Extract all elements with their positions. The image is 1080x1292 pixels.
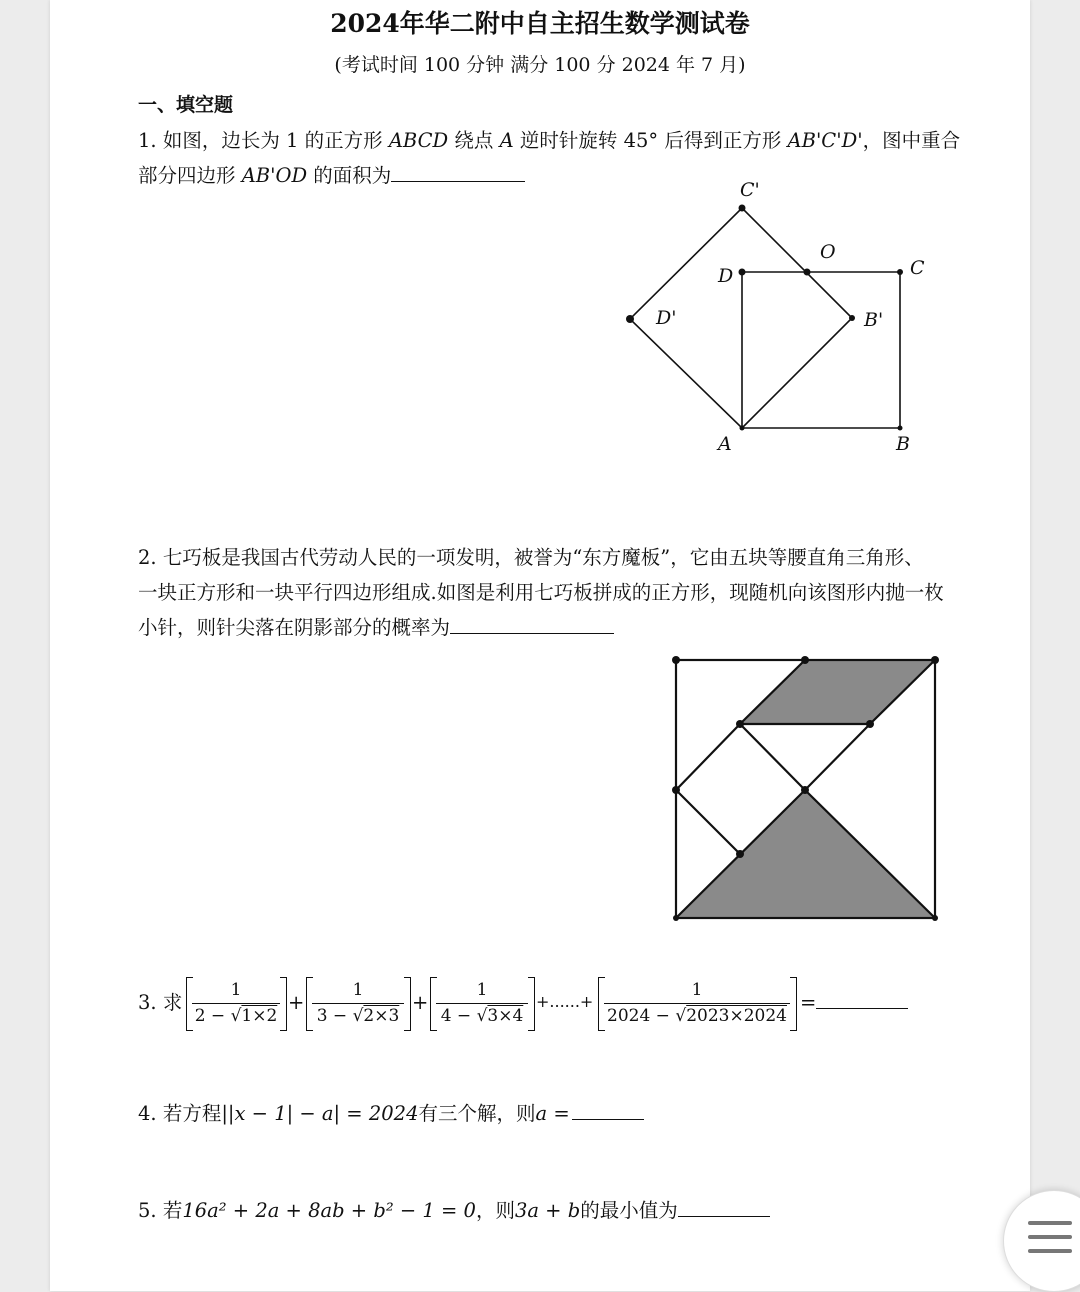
fraction-bar xyxy=(312,1003,404,1004)
tangram-vertex xyxy=(801,656,809,664)
q2-text: 小针，则针尖落在阴影部分的概率为 xyxy=(138,616,451,639)
point-o xyxy=(804,269,811,276)
q5-equation: 16a² + 2a + 8ab + b² − 1 = 0 xyxy=(182,1199,476,1222)
label-b1: B' xyxy=(864,309,884,331)
fraction-term-last xyxy=(604,980,790,1028)
question-2-line-2: 一块正方形和一块平行四边形组成.如图是利用七巧板拼成的正方形，现随机向该图形内抛一枚 xyxy=(138,581,944,604)
point-b xyxy=(898,426,903,431)
tangram-vertex xyxy=(672,656,680,664)
question-number: 4. xyxy=(138,1102,157,1125)
q1-text: ABCD xyxy=(388,129,449,152)
question-3-label xyxy=(138,985,182,1021)
q1-text: 如图，边长为 1 的正方形 xyxy=(162,129,389,152)
answer-blank[interactable] xyxy=(391,161,525,182)
question-1-line-2 xyxy=(138,158,525,194)
denominator: 4 − √3×4 xyxy=(440,1006,524,1026)
tangram-vertex xyxy=(736,720,744,728)
den-text: 3 − xyxy=(316,1006,353,1026)
label-b: B xyxy=(896,433,910,455)
den-text: 4 − xyxy=(440,1006,477,1026)
numerator: 1 xyxy=(691,980,703,1000)
question-number: 5. xyxy=(138,1199,157,1222)
plus-sign: + xyxy=(412,991,429,1014)
tangram-vertex xyxy=(672,786,680,794)
q1-text: ，图中重合 xyxy=(862,129,961,152)
denominator: 2 − √1×2 xyxy=(194,1006,278,1026)
tangram-line xyxy=(676,790,740,854)
question-2-line-3 xyxy=(138,610,614,646)
point-c1 xyxy=(739,205,746,212)
answer-blank[interactable] xyxy=(450,613,614,634)
question-number: 2. xyxy=(138,546,157,569)
question-number: 3. xyxy=(138,991,157,1014)
tangram-figure xyxy=(650,640,970,940)
section-heading: 一、填空题 xyxy=(138,94,234,116)
fraction-bar xyxy=(604,1003,790,1004)
page-title: 2024年华二附中自主招生数学测试卷 xyxy=(330,9,750,38)
denominator: 3 − √2×3 xyxy=(316,1006,400,1026)
den-radicand: 2023×2024 xyxy=(686,1006,787,1026)
den-text: 2024 − xyxy=(607,1006,676,1026)
shaded-parallelogram xyxy=(740,660,935,724)
q1-text: 逆时针旋转 45° 后得到正方形 xyxy=(513,129,788,152)
numerator: 1 xyxy=(352,980,364,1000)
q1-text: AB'OD xyxy=(241,164,308,187)
bracket-right xyxy=(528,977,535,1031)
tangram-line xyxy=(805,724,870,790)
numerator: 1 xyxy=(230,980,242,1000)
shaded-triangle xyxy=(676,790,935,918)
q4-equation: ||x − 1| − a| = 2024 xyxy=(221,1102,419,1125)
den-radicand: 3×4 xyxy=(487,1006,524,1026)
point-d xyxy=(739,269,746,276)
rotated-square-figure xyxy=(590,170,990,470)
tangram-vertex xyxy=(932,915,938,921)
q1-text: 部分四边形 xyxy=(138,164,242,187)
label-c1: C' xyxy=(740,179,760,201)
fraction-term-2 xyxy=(312,980,404,1028)
ellipsis-sum: +......+ xyxy=(536,992,594,1011)
label-c: C xyxy=(910,257,925,279)
q2-text: 七巧板是我国古代劳动人民的一项发明，被誉为“东方魔板”，它由五块等腰直角三角形、 xyxy=(162,546,924,569)
question-5 xyxy=(138,1193,770,1229)
denominator: 2024 − √2023×2024 xyxy=(607,1006,787,1026)
answer-blank[interactable] xyxy=(678,1196,770,1217)
q1-text: 的面积为 xyxy=(307,164,392,187)
page-subtitle: (考试时间 100 分钟 满分 100 分 2024 年 7 月) xyxy=(334,54,746,76)
point-d1 xyxy=(626,315,634,323)
tangram-line xyxy=(740,724,805,790)
fraction-term-1 xyxy=(192,980,280,1028)
tangram-vertex xyxy=(673,915,679,921)
q4-text: 若方程 xyxy=(162,1102,222,1125)
question-1-line-1 xyxy=(138,123,960,159)
label-a: A xyxy=(718,433,732,455)
point-c xyxy=(897,269,903,275)
bracket-right xyxy=(280,977,287,1031)
answer-blank[interactable] xyxy=(816,988,908,1009)
label-d1: D' xyxy=(656,307,677,329)
den-text: 2 − xyxy=(194,1006,231,1026)
tangram-vertex xyxy=(866,720,874,728)
q4-text: 有三个解，则 xyxy=(418,1102,536,1125)
q5-text: 的最小值为 xyxy=(580,1199,678,1222)
question-2-line-1 xyxy=(138,540,924,576)
label-d: D xyxy=(718,265,734,287)
tangram-vertex xyxy=(801,786,809,794)
bracket-right xyxy=(404,977,411,1031)
tangram-vertex xyxy=(736,850,744,858)
q1-text: 绕点 xyxy=(448,129,500,152)
fraction-bar xyxy=(192,1003,280,1004)
fraction-bar xyxy=(436,1003,528,1004)
den-radicand: 2×3 xyxy=(363,1006,400,1026)
question-4 xyxy=(138,1096,644,1132)
question-number: 1. xyxy=(138,129,157,152)
tangram-line xyxy=(676,724,740,790)
q3-equals xyxy=(800,985,908,1021)
equals-sign: = xyxy=(800,991,817,1014)
label-o: O xyxy=(820,241,836,263)
numerator: 1 xyxy=(476,980,488,1000)
point-b1 xyxy=(849,315,855,321)
tangram-vertex xyxy=(931,656,939,664)
point-a xyxy=(740,426,745,431)
q1-text: A xyxy=(499,129,514,152)
den-radicand: 1×2 xyxy=(241,1006,278,1026)
fraction-term-3 xyxy=(436,980,528,1028)
q5-expression: 3a + b xyxy=(514,1199,581,1222)
q5-text: ，则 xyxy=(475,1199,515,1222)
bracket-right xyxy=(790,977,797,1031)
exam-paper xyxy=(50,0,1030,1291)
q1-text: AB'C'D' xyxy=(787,129,863,152)
plus-sign: + xyxy=(288,991,305,1014)
q5-text: 若 xyxy=(162,1199,183,1222)
q3-text: 求 xyxy=(162,991,183,1014)
answer-blank[interactable] xyxy=(572,1099,644,1120)
q4-variable: a = xyxy=(535,1102,570,1125)
